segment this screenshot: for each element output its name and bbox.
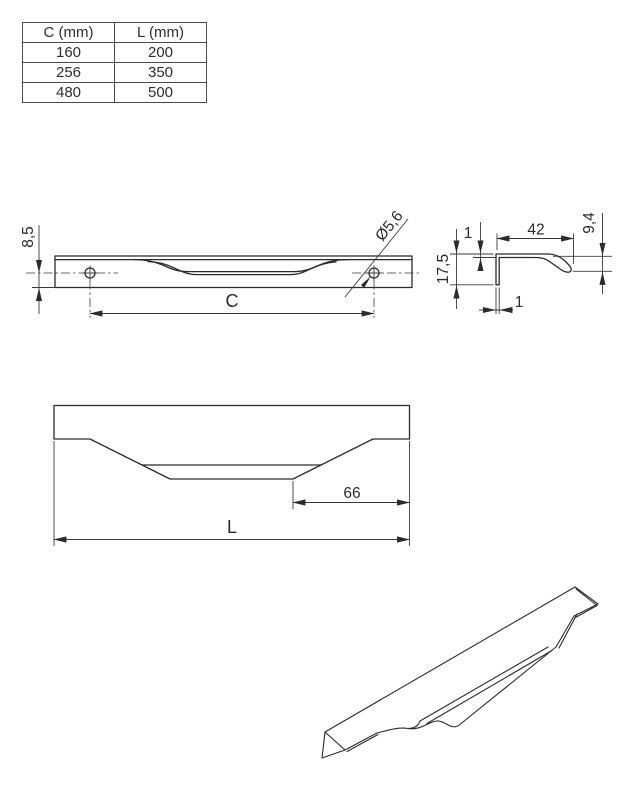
cell-l: 200 <box>115 43 207 63</box>
dim-42-label: 42 <box>527 221 545 239</box>
iso-groove-upper <box>420 647 548 721</box>
front-view <box>20 208 421 318</box>
cell-c: 256 <box>23 63 115 83</box>
dim-94-label: 9,4 <box>581 212 598 234</box>
profile-section-outline <box>496 254 571 285</box>
iso-end-cap-edge <box>325 732 345 750</box>
cell-l: 500 <box>115 83 207 103</box>
iso-tip-fold <box>559 614 577 648</box>
dim-1leg-label: 1 <box>514 294 524 311</box>
bottom-view <box>54 406 410 547</box>
handle-bottom-outline <box>54 406 410 480</box>
isometric-view <box>322 587 598 758</box>
dim-85-label: 8,5 <box>20 226 37 248</box>
hole-diameter-label: Ø5,6 <box>372 207 407 245</box>
dim-175-label: 17,5 <box>435 253 452 285</box>
dim-l-label: L <box>226 517 238 537</box>
iso-bottom-thickness <box>347 735 378 752</box>
recess-lower-curve <box>148 262 336 275</box>
dim-66-label: 66 <box>343 485 361 502</box>
cell-l: 350 <box>115 63 207 83</box>
size-table-header-l: L (mm) <box>115 23 207 43</box>
recess-upper-curve <box>134 260 348 272</box>
hole-diameter-arrow <box>361 276 371 288</box>
cell-c: 160 <box>23 43 115 63</box>
section-view <box>435 212 612 314</box>
dim-1top-label: 1 <box>463 225 473 242</box>
size-table-header-c: C (mm) <box>23 23 115 43</box>
iso-outline <box>322 587 598 758</box>
dim-c-label: C <box>225 291 239 311</box>
cell-c: 480 <box>23 83 115 103</box>
